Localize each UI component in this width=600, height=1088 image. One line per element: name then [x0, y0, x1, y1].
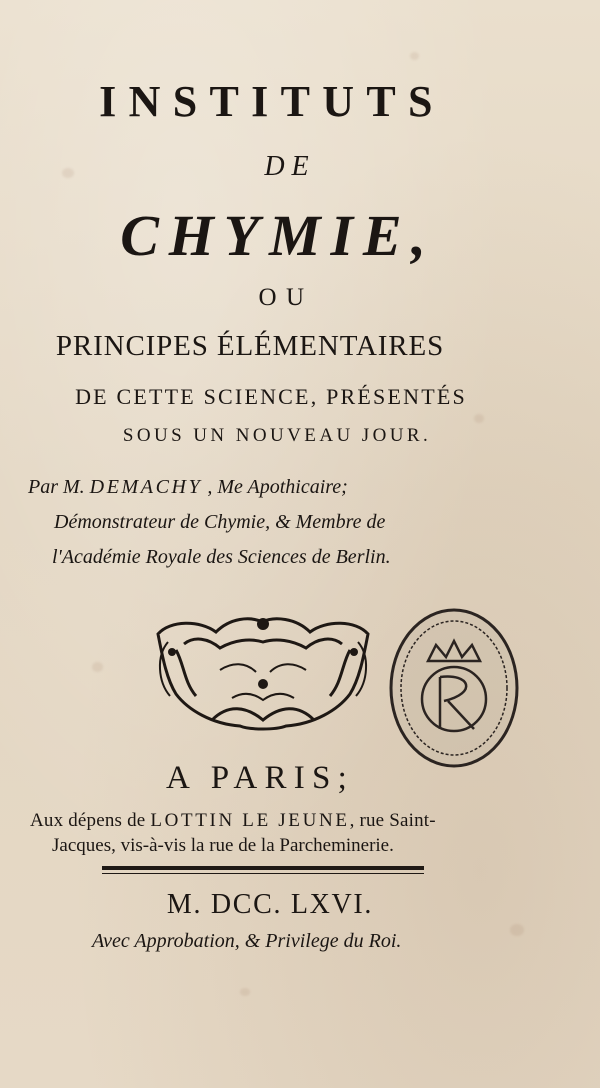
library-stamp-icon [388, 607, 520, 769]
title-de: DE [264, 151, 316, 182]
imprint-printer-pre: Aux dépens de [30, 810, 146, 831]
imprint-printer-name: LOTTIN LE JEUNE [150, 810, 350, 831]
author-prefix: Par M. [28, 476, 85, 498]
title-ou: OU [258, 284, 314, 311]
author-line [28, 476, 588, 499]
author-role-2: Démonstrateur de Chymie, & Membre de [54, 511, 386, 533]
imprint-printer-post: , rue Saint- [349, 810, 436, 831]
cartouche-ornament-icon [150, 608, 376, 734]
imprint-address: Jacques, vis-à-vis la rue de la Parcheminerie. [52, 835, 394, 856]
author-name: DEMACHY [89, 476, 203, 498]
double-rule-thin [102, 873, 424, 874]
title-chymie: CHYMIE, [120, 203, 436, 268]
subtitle-science: DE CETTE SCIENCE, PRÉSENTÉS [75, 384, 467, 409]
subtitle-principes: PRINCIPES ÉLÉMENTAIRES [55, 330, 445, 362]
imprint-year: M. DCC. LXVI. [166, 889, 374, 920]
double-rule-thick [102, 866, 424, 870]
author-role-1: , Me Apothicaire; [207, 476, 348, 498]
imprint-printer-line [30, 810, 590, 832]
title-institutes: INSTITUTS [99, 77, 445, 126]
imprint-privilege: Avec Approbation, & Privilege du Roi. [92, 930, 402, 952]
subtitle-nouveau-jour: SOUS UN NOUVEAU JOUR. [122, 425, 432, 446]
imprint-city: A PARIS; [165, 760, 355, 796]
author-role-3: l'Académie Royale des Sciences de Berlin. [52, 546, 391, 568]
